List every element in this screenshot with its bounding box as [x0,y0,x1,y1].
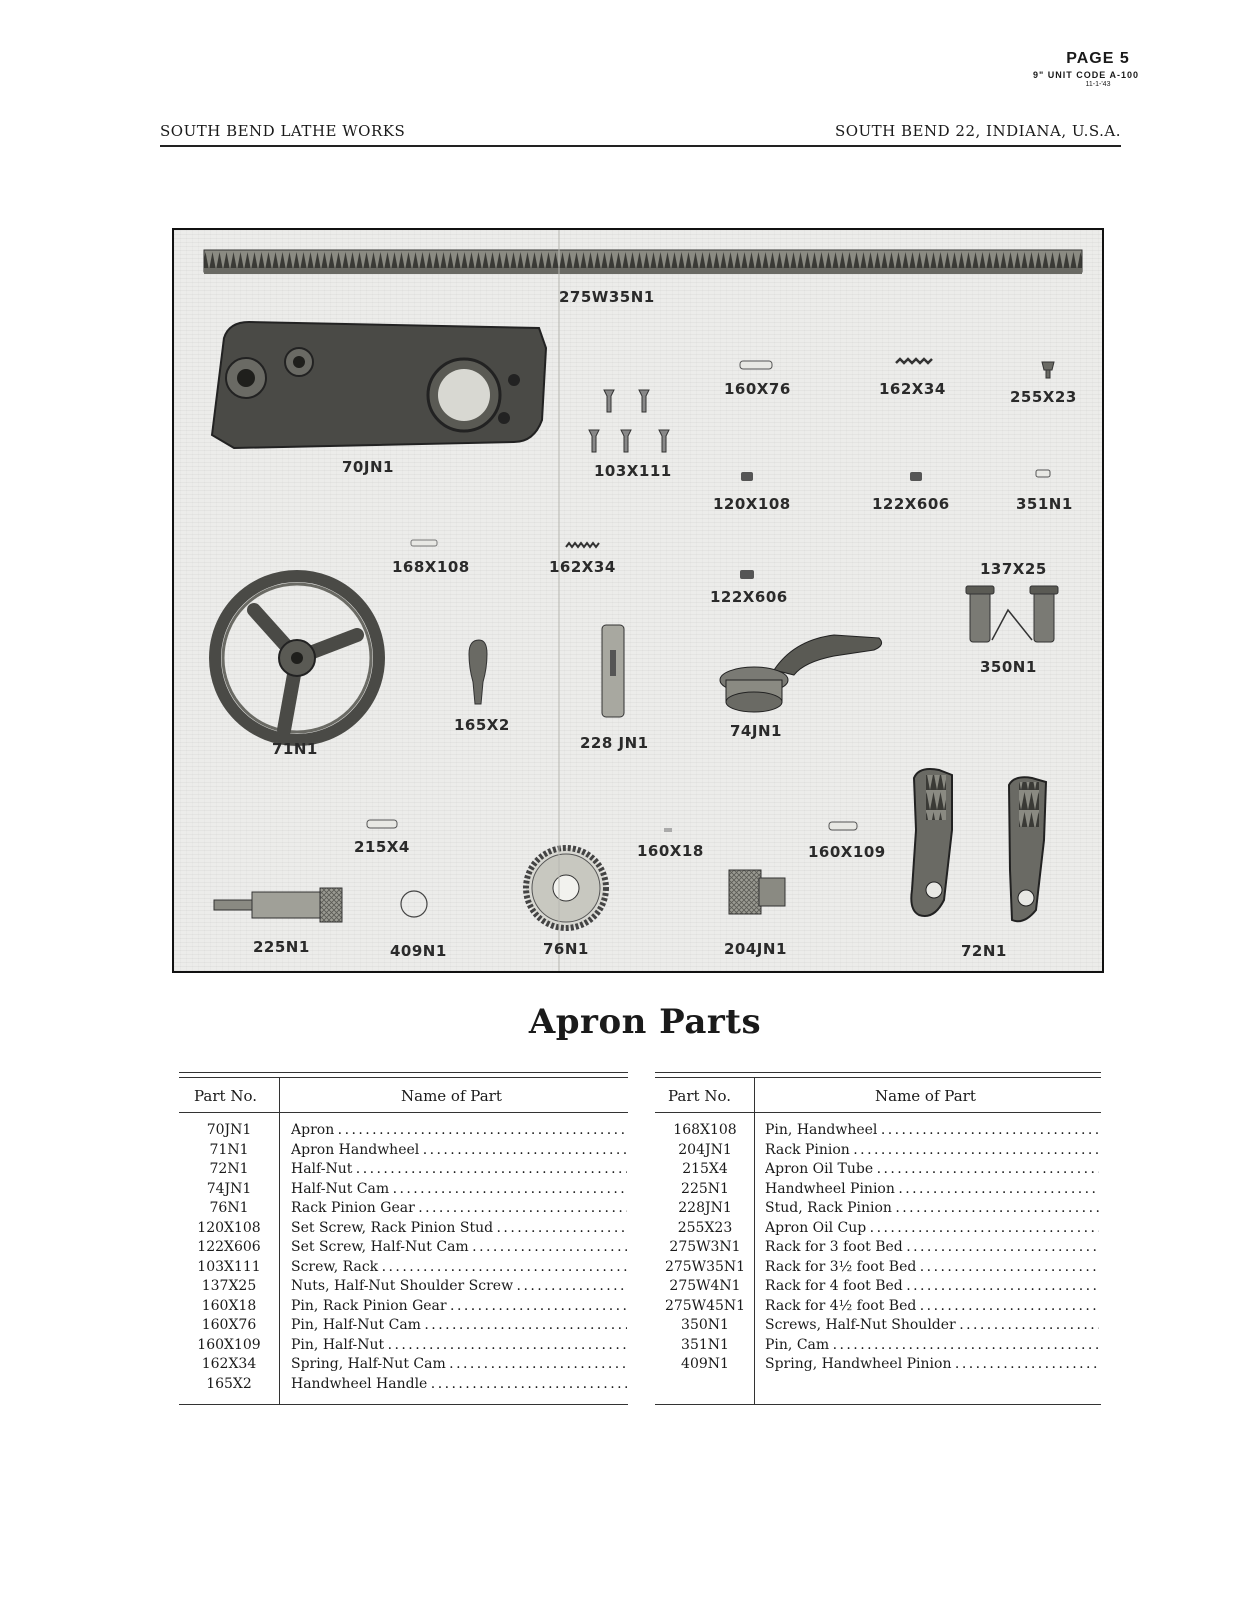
stud-shape [602,625,624,717]
rack-pinion-shape [729,870,785,914]
table-row [179,1160,628,1180]
part-number-cell: 351N1 [681,1336,729,1353]
part-name-cell: Rack for 3 foot Bed . . . [765,1238,1099,1258]
table-row [179,1336,628,1356]
page-number-block [1033,50,1153,88]
part-number-cell: 162X34 [201,1356,257,1372]
table-row [655,1199,1101,1219]
part-name-cell: Rack for 4½ foot Bed . . . [765,1297,1099,1317]
label-122x606-mid: 122X606 [710,588,788,606]
part-name-cell: Apron Handwheel . . . [291,1141,627,1161]
part-name-cell: Screw, Rack . . . [291,1258,627,1278]
unit-code: 9" UNIT CODE A-100 [1033,70,1139,80]
part-number-cell: 160X76 [201,1317,257,1333]
pin-160x109-shape [829,822,857,830]
part-name-cell: Rack Pinion . . . [765,1141,1099,1161]
half-nut-shapes [911,769,1046,921]
label-162x34-top: 162X34 [879,380,946,398]
part-number-cell: 275W45N1 [664,1297,746,1314]
part-name-cell: Rack Pinion Gear . . . [291,1199,627,1219]
part-name-cell: Pin, Rack Pinion Gear . . . [291,1297,627,1317]
part-number-cell: 72N1 [209,1161,249,1177]
table-row [655,1258,1101,1278]
part-name-cell: Rack for 3½ foot Bed . . . [765,1258,1099,1278]
part-number-cell: 160X18 [201,1297,257,1314]
table-header [179,1078,628,1113]
part-number-cell: 409N1 [681,1356,729,1372]
table-row [179,1355,628,1375]
part-name-cell: Apron . . . [291,1121,627,1141]
nuts-screws-shape [966,586,1058,642]
part-number-cell: 71N1 [209,1141,249,1158]
table-row [179,1141,628,1161]
table-bottom-rule [655,1404,1101,1405]
set-screw-122x606-mid-shape [740,570,754,579]
company-name: SOUTH BEND LATHE WORKS [160,122,406,140]
table-row [179,1121,628,1141]
part-number-cell: 70JN1 [206,1122,252,1138]
part-name-cell: Half-Nut . . . [291,1160,627,1180]
table-row [655,1355,1101,1375]
label-76n1: 76N1 [543,940,589,958]
table-header [655,1078,1101,1113]
company-address: SOUTH BEND 22, INDIANA, U.S.A. [834,122,1121,140]
pinion-shaft-shape [214,888,342,922]
part-number-cell: 160X109 [197,1336,261,1353]
table-row [655,1316,1101,1336]
label-74jn1: 74JN1 [730,722,782,740]
spring-top-shape [896,359,932,363]
table-row [655,1121,1101,1141]
col-name-header: Name of Part [875,1087,976,1105]
table-row [179,1258,628,1278]
label-168x108: 168X108 [392,558,470,576]
part-number-cell: 215X4 [682,1161,728,1177]
label-160x109: 160X109 [808,843,886,861]
part-number-cell: 120X108 [197,1219,261,1236]
gear-shape [526,848,606,928]
label-165x2: 165X2 [454,716,510,734]
table-row [179,1277,628,1297]
header-rule [160,145,1121,147]
part-number-cell: 165X2 [206,1375,252,1392]
handle-shape [469,640,487,704]
part-number-cell: 275W3N1 [669,1239,741,1255]
table-row [179,1297,628,1317]
oil-tube-shape [367,820,397,828]
part-name-cell: Stud, Rack Pinion . . . [765,1199,1099,1219]
part-number-cell: 122X606 [197,1239,261,1255]
table-row [179,1375,628,1395]
table-row [655,1180,1101,1200]
label-72n1: 72N1 [961,942,1007,960]
part-number-cell: 168X108 [673,1122,737,1138]
label-255x23: 255X23 [1010,388,1077,406]
screw-rack-parts [589,390,669,452]
label-351n1: 351N1 [1016,495,1073,513]
apron-part [212,322,546,448]
col-name-header: Name of Part [401,1087,502,1105]
page-title: Apron Parts [528,1002,762,1042]
part-name-cell: Set Screw, Rack Pinion Stud . . . [291,1219,627,1239]
part-name-cell: Half-Nut Cam . . . [291,1180,627,1200]
part-name-cell: Spring, Half-Nut Cam . . . [291,1355,627,1375]
set-screw-122x606-top-shape [910,472,922,481]
table-row [655,1219,1101,1239]
parts-illustration [174,230,1104,973]
pin-168x108-shape [411,540,437,546]
table-row [179,1199,628,1219]
label-122x606-top: 122X606 [872,495,950,513]
parts-photograph [172,228,1104,973]
part-number-cell: 137X25 [201,1278,257,1294]
label-215x4: 215X4 [354,838,410,856]
label-160x76: 160X76 [724,380,791,398]
part-name-cell: Apron Oil Cup . . . [765,1219,1099,1239]
part-name-cell: Pin, Half-Nut Cam . . . [291,1316,627,1336]
label-228jn1: 228 JN1 [580,734,649,752]
pin-160x18-shape [664,828,672,832]
table-rows [179,1113,628,1394]
label-162x34-mid: 162X34 [549,558,616,576]
parts-table-left [179,1072,628,1394]
table-row [179,1219,628,1239]
spring-ring-shape [401,891,427,917]
col-part-no-header: Part No. [668,1087,731,1105]
part-number-cell: 275W4N1 [669,1278,741,1294]
pin-160x76-shape [740,361,772,369]
part-name-cell: Nuts, Half-Nut Shoulder Screw . . . [291,1277,627,1297]
table-row [655,1238,1101,1258]
label-71n1: 71N1 [272,740,318,758]
rack-part [204,250,1082,274]
handwheel-shape [215,576,379,740]
pin-351n1-shape [1036,470,1050,477]
table-row [655,1277,1101,1297]
part-name-cell: Screws, Half-Nut Shoulder . . . [765,1316,1099,1336]
part-number-cell: 103X111 [197,1258,261,1275]
table-row [655,1336,1101,1356]
table-row [179,1316,628,1336]
part-name-cell: Rack for 4 foot Bed . . . [765,1277,1099,1297]
label-350n1: 350N1 [980,658,1037,676]
parts-table-right [655,1072,1101,1375]
part-name-cell: Handwheel Pinion . . . [765,1180,1099,1200]
part-name-cell: Pin, Handwheel . . . [765,1121,1099,1141]
part-number-cell: 255X23 [677,1219,733,1236]
part-number-cell: 76N1 [209,1200,249,1216]
label-275w35n1: 275W35N1 [559,288,655,306]
table-row [655,1297,1101,1317]
spring-mid-shape [566,543,599,547]
label-409n1: 409N1 [390,942,447,960]
part-number-cell: 204JN1 [678,1141,732,1158]
table-row [179,1238,628,1258]
part-number-cell: 74JN1 [206,1180,252,1197]
label-103x111: 103X111 [594,462,672,480]
table-bottom-rule [179,1404,628,1405]
table-rows [655,1113,1101,1375]
label-204jn1: 204JN1 [724,940,787,958]
table-row [655,1160,1101,1180]
part-name-cell: Apron Oil Tube . . . [765,1160,1099,1180]
label-120x108: 120X108 [713,495,791,513]
label-160x18: 160X18 [637,842,704,860]
set-screw-120x108-shape [741,472,753,481]
page-number: PAGE 5 [1066,50,1130,67]
part-name-cell: Pin, Half-Nut . . . [291,1336,627,1356]
part-name-cell: Set Screw, Half-Nut Cam . . . [291,1238,627,1258]
page-date: 11-1-'43 [1085,81,1111,88]
part-name-cell: Spring, Handwheel Pinion . . . [765,1355,1099,1375]
label-70jn1: 70JN1 [342,458,394,476]
part-name-cell: Handwheel Handle . . . [291,1375,627,1395]
oil-cup-shape [1042,362,1054,378]
table-row [655,1141,1101,1161]
table-row [179,1180,628,1200]
label-225n1: 225N1 [253,938,310,956]
part-number-cell: 225N1 [681,1180,729,1197]
label-137x25: 137X25 [980,560,1047,578]
part-number-cell: 228JN1 [678,1200,732,1216]
half-nut-cam-shape [720,635,882,712]
part-number-cell: 275W35N1 [664,1258,746,1275]
part-name-cell: Pin, Cam . . . [765,1336,1099,1356]
part-number-cell: 350N1 [681,1317,729,1333]
col-part-no-header: Part No. [194,1087,257,1105]
